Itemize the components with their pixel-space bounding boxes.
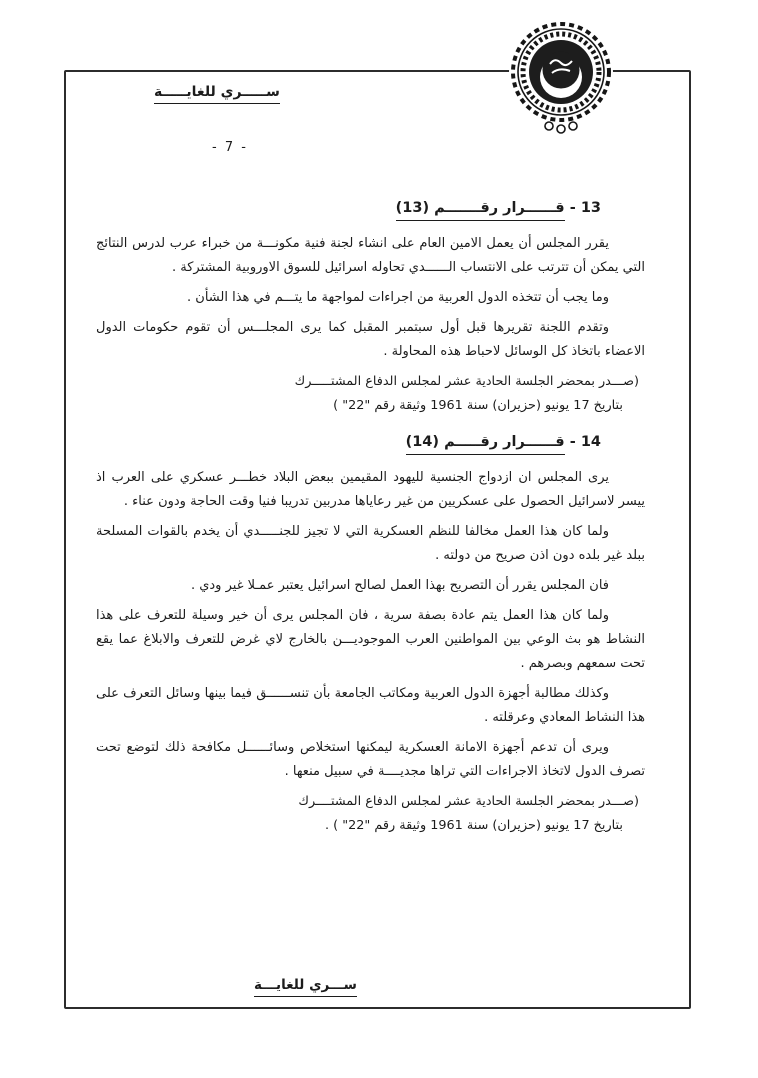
resolution-14-section xyxy=(96,430,645,838)
arab-league-emblem-icon xyxy=(506,14,616,136)
classification-footer xyxy=(254,977,357,993)
citation-line: بتاريخ 17 يونيو (حزيران) سنة 1961 وثيقة رقم "22" ) . xyxy=(325,818,623,833)
resolution-14-title: قــــــرار رقـــــم (14) xyxy=(406,434,565,455)
page-border xyxy=(64,70,691,1009)
page-number: - 7 - xyxy=(212,140,248,155)
citation-line: (صـــدر بمحضر الجلسة الحادية عشر لمجلس الدفاع المشتــــرك xyxy=(298,794,639,809)
paragraph: يقرر المجلس أن يعمل الامين العام على انشاء لجنة فنية مكونـــة من خبراء عرب لدرس النتائج التي يمكن أن تترتب على الانتساب الــــــدي تحاوله اسرائيل للسوق الاوروبية المشتركة . xyxy=(96,236,645,275)
paragraph: وما يجب أن تتخذه الدول العربية من اجراءات لمواجهة ما يتـــم في هذا الشأن . xyxy=(187,290,609,305)
resolution-13-section xyxy=(96,196,645,418)
resolution-13-citation xyxy=(96,370,639,418)
resolution-13-number: 13 - xyxy=(564,200,601,216)
paragraph: يرى المجلس ان ازدواج الجنسية لليهود المقيمين ببعض البلاد خطـــر عسكري على العرب اذ ييسر لاسرائيل الحصول على عسكريين من غير رعاياها مدربين تدريبا فنيا وقت الحاجة ودون عناء . xyxy=(96,470,645,509)
resolution-14-citation xyxy=(96,790,639,838)
resolution-13-heading xyxy=(96,196,601,220)
paragraph: وكذلك مطالبة أجهزة الدول العربية ومكاتب الجامعة بأن تنســــــق فيما بينها وسائل التعرف على هذا النشاط المعادي وعرقلته . xyxy=(96,686,645,725)
citation-line: بتاريخ 17 يونيو (حزيران) سنة 1961 وثيقة رقم "22" ) xyxy=(333,398,623,413)
classification-label: ســـري للغايـــة xyxy=(254,977,357,997)
classification-label: ســـــري للغايـــــة xyxy=(154,84,280,104)
paragraph: ولما كان هذا العمل يتم عادة بصفة سرية ، فان المجلس يرى أن خير وسيلة للتعرف على هذا النشاط هو بث الوعي بين المواطنين العرب الموجوديـــن بالخارج لاي غرض للتعرف والابلاغ عما يقع تحت سمعهم وبصرهم . xyxy=(96,608,645,671)
classification-header xyxy=(154,84,280,100)
paragraph: فان المجلس يقرر أن التصريح بهذا العمل لصالح اسرائيل يعتبر عمـلا غير ودي . xyxy=(190,578,609,593)
citation-line: (صـــدر بمحضر الجلسة الحادية عشر لمجلس الدفاع المشتـــــرك xyxy=(294,374,639,389)
paragraph: ويرى أن تدعم أجهزة الامانة العسكرية ليمكنها استخلاص وسائــــــل مكافحة ذلك لتوضع تحت تصرف الدول لاتخاذ الاجراءات التي تراها مجديــــة في سبيل منعها . xyxy=(96,740,645,779)
document-content xyxy=(96,196,645,850)
resolution-14-heading xyxy=(96,430,601,454)
resolution-13-title: قــــــرار رقـــــــم (13) xyxy=(396,200,565,221)
paragraph: ولما كان هذا العمل مخالفا للنظم العسكرية التي لا تجيز للجنـــــدي أن يخدم بالقوات المسلحة ببلد غير بلده دون اذن صريح من دولته . xyxy=(96,524,645,563)
paragraph: وتقدم اللجنة تقريرها قبل أول سبتمبر المقبل كما يرى المجلـــس أن تقوم حكومات الدول الاعضاء باتخاذ كل الوسائل لاحباط هذه المحاولة . xyxy=(96,320,645,359)
resolution-14-number: 14 - xyxy=(564,434,601,450)
